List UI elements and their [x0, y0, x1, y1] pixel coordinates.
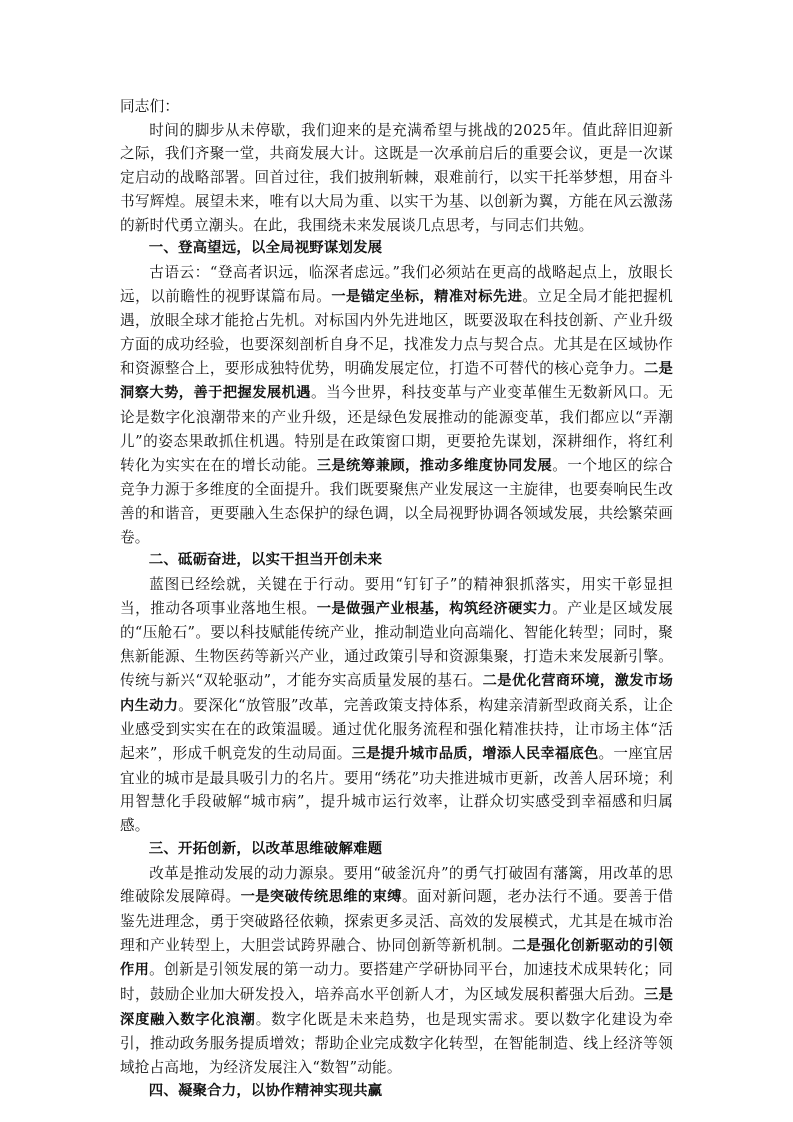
- greeting: 同志们：: [120, 98, 180, 115]
- section-1-text-1: 古语云：“登高者识远，临深者虑远。”我们必须站在更高的战略起点上，放眼长远，以前瞻性的视野谋篇布局。: [120, 263, 673, 305]
- section-3-point-3: 三是深度融入数字化浪潮: [120, 987, 673, 1028]
- section-2-text-3: 。要深化“放管服”改革，完善政策支持体系，构建亲清新型政商关系，让企业感受到实实在在的政策温暖。通过优化服务流程和强化精准扶持，让市场主体“活起来”，形成千帆竞发的生动局面。: [120, 696, 673, 762]
- section-3-heading: 三、开拓创新，以改革思维破解难题: [148, 840, 383, 857]
- section-1-paragraph: [120, 261, 673, 549]
- section-3-text-3: 。创新是引领发展的第一动力。要搭建产学研协同平台，加速技术成果转化；同时，鼓励企业加大研发投入，培养高水平创新人才，为区域发展积蓄强大后劲。: [120, 961, 673, 1004]
- section-4-heading: 四、凝聚合力，以协作精神实现共赢: [148, 1082, 383, 1099]
- intro-paragraph: 时间的脚步从未停歇，我们迎来的是充满希望与挑战的2025年。值此辞旧迎新之际，我们齐聚一堂，共商发展大计。这既是一次承前启后的重要会议，更是一次谋定启动的战略部署。回首过往，我们披荆斩棘，艰难前行，以实干托举梦想，用奋斗书写辉煌。展望未来，唯有以大局为重、以实干为基、以创新为翼，方能在风云激荡的新时代勇立潮头。在此，我围绕未来发展谈几点思考，与同志们共勉。: [120, 121, 673, 234]
- section-1-point-1: 一是锚定坐标，精准对标先进: [331, 288, 523, 305]
- section-1-point-2: 二是洞察大势，善于把握发展机遇: [120, 360, 673, 402]
- section-2-text-1: 蓝图已经绘就，关键在于行动。要用“钉钉子”的精神狠抓落实，用实干彰显担当，推动各项事业落地生根。: [120, 576, 673, 617]
- section-2-point-1: 一是做强产业根基，构筑经济硬实力: [316, 600, 553, 617]
- section-1-text-3: 。当今世界，科技变革与产业变革催生无数新风口。无论是数字化浪潮带来的产业升级，还是绿色发展推动的能源变革，我们都应以“弄潮儿”的姿态果敢抓住机遇。特别是在政策窗口期，更要抢先谋划，深耕细作，将红利转化为实实在在的增长动能。: [120, 384, 673, 474]
- section-1-heading: 一、登高望远，以全局视野谋划发展: [148, 240, 383, 257]
- section-2-point-2: 二是优化营商环境，激发市场内生动力: [120, 672, 673, 714]
- section-2-heading: 二、砥砺奋进，以实干担当开创未来: [148, 552, 383, 569]
- section-3-text-1: 改革是推动发展的动力源泉。要用“破釜沉舟”的勇气打破固有藩篱，用改革的思维破除发展障碍。: [120, 864, 673, 906]
- section-2-point-3: 三是提升城市品质，增添人民幸福底色: [351, 745, 599, 762]
- section-3-paragraph: [120, 862, 673, 1080]
- section-3-point-2: 二是强化创新驱动的引领作用: [120, 937, 674, 979]
- section-1-text-2: 。立足全局才能把握机遇，放眼全球才能抢占先机。对标国内外先进地区，既要汲取在科技创新、产业升级方面的成功经验，也要深刻剖析自身不足，找准发力点与契合点。尤其是在区域协作和资源整合上，要形成独特优势，明确发展定位，打造不可替代的核心竞争力。: [120, 287, 673, 377]
- section-2-text-2: 。产业是区域发展的“压舱石”。要以科技赋能传统产业，推动制造业向高端化、智能化转型；同时，聚焦新能源、生物医药等新兴产业，通过政策引导和资源集聚，打造未来发展新引擎。传统与新兴“双轮驱动”，才能夯实高质量发展的基石。: [120, 599, 674, 689]
- section-3-point-1: 一是突破传统思维的束缚: [240, 889, 402, 906]
- section-3-text-2: 。面对新问题，老办法行不通。要善于借鉴先进理念，勇于突破路径依赖，探索更多灵活、高效的发展模式，尤其是在城市治理和产业转型上，大胆尝试跨界融合、协同创新等新机制。: [120, 888, 673, 954]
- section-2-paragraph: [120, 573, 673, 838]
- section-1-text-4: 。一个地区的综合竞争力源于多维度的全面提升。我们既要聚焦产业发展这一主旋律，也要奏响民生改善的和谐音，更要融入生态保护的绿色调，以全局视野协调各领域发展，共绘繁荣画卷。: [120, 456, 674, 546]
- section-1-point-3: 三是统筹兼顾，推动多维度协同发展: [316, 457, 553, 474]
- section-3-text-4: 。数字化既是未来趋势，也是现实需求。要以数字化建设为牵引，推动政务服务提质增效；帮助企业完成数字化转型，在智能制造、线上经济等领域抢占高地，为经济发展注入“数智”动能。: [120, 1010, 673, 1077]
- document-page: [120, 95, 673, 1104]
- section-2-text-4: 。一座宜居宜业的城市是最具吸引力的名片。要用“绣花”功夫推进城市更新，改善人居环境；利用智慧化手段破解“城市病”，提升城市运行效率，让群众切实感受到幸福感和归属感。: [120, 744, 673, 835]
